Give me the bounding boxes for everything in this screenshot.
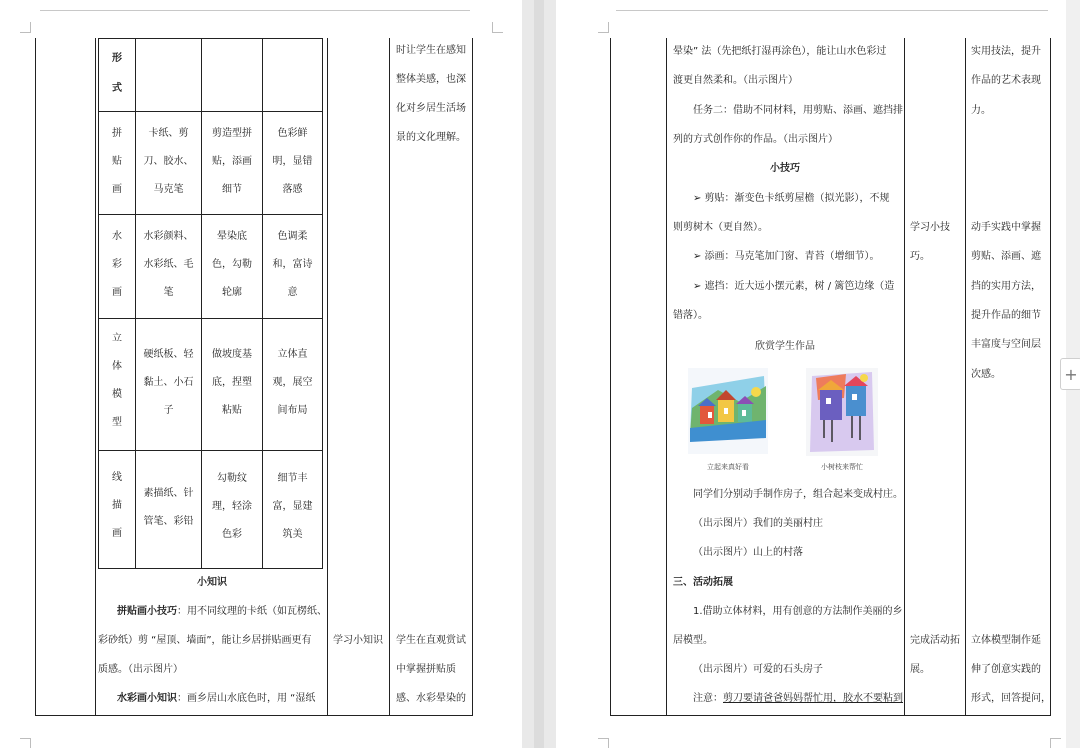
table-border [1050, 38, 1051, 715]
table-border [35, 715, 473, 716]
crop-mark [20, 22, 31, 33]
table-cell-method: 剪造型拼 贴，添画 细节 [212, 128, 252, 195]
body-text-line: （出示图片）我们的美丽村庄 [693, 518, 823, 529]
inner-table-border [98, 111, 323, 112]
table-cell-type: 线 描 画 [112, 472, 122, 539]
body-text-line: 居模型。 [673, 635, 713, 646]
goal-text-line: 力。 [971, 105, 991, 116]
table-border [389, 38, 390, 715]
header-rule [40, 10, 470, 11]
body-text-line: 列的方式创作你的作品。（出示图片） [673, 134, 838, 145]
goal-text-line: 整体美感，也深 [396, 74, 466, 85]
body-text-line [693, 684, 903, 713]
inner-table-border [98, 38, 323, 39]
section-heading: 小知识 [197, 577, 227, 588]
goal-text-line: 实用技法，提升 [971, 46, 1041, 57]
gallery-heading: 欣赏学生作品 [755, 341, 815, 352]
table-border [472, 38, 473, 715]
table-cell-effect: 色彩鲜 明，显错 落感 [272, 128, 313, 195]
table-border [327, 38, 328, 715]
student-artwork-picture [806, 368, 878, 456]
goal-text-line: 次感。 [971, 369, 1001, 380]
goal-text-line: 时让学生在感知 [396, 45, 466, 56]
note-text: 剪刀要请爸爸妈妈帮忙用，胶水不要粘到 [723, 693, 903, 704]
artwork-caption: 小树枝来帮忙 [821, 463, 863, 471]
table-cell-method: 勾勒纹 理，轻涂 色彩 [212, 473, 252, 540]
table-cell-type: 水 彩 画 [112, 231, 122, 298]
body-text-line: 则剪树木（更自然）。 [673, 222, 768, 233]
table-border [95, 38, 96, 715]
goal-text-line: 提升作品的细节 [971, 310, 1041, 321]
body-text-line: 彩砂纸）剪 “屋顶、墙面”，能让乡居拼贴画更有 [98, 635, 312, 646]
goal-text-line: 挡的实用方法， [971, 281, 1041, 292]
table-cell-type: 立 体 模 型 [112, 333, 122, 428]
tip-label: 拼贴画小技巧 [117, 606, 177, 617]
table-cell-type: 拼 贴 画 [112, 128, 122, 195]
bullet-line: ➢ 添画：马克笔加门窗、青苔（增细节）。 [693, 251, 880, 262]
crop-mark [598, 22, 609, 33]
student-artwork-picture [688, 368, 768, 454]
body-text-line [117, 597, 327, 626]
tip-label: 水彩画小知识 [117, 693, 177, 704]
goal-text-line: 学生在直观赏试 [396, 635, 466, 646]
artwork-caption: 立起来真好看 [707, 463, 749, 471]
page-gutter [522, 0, 556, 748]
table-cell-materials: 卡纸、剪 刀、胶水、 马克笔 [143, 128, 194, 195]
inner-table-border [98, 214, 323, 215]
activity-label: 学习小技 [910, 222, 950, 233]
body-text-line: 晕染” 法（先把纸打湿再涂色），能让山水色彩过 [673, 46, 887, 57]
plus-icon: + [1064, 364, 1078, 384]
expand-panel-button[interactable] [1060, 358, 1080, 390]
body-text-line: （出示图片）可爱的石头房子 [693, 664, 823, 675]
inner-table-border [322, 38, 323, 569]
crop-mark [1050, 738, 1061, 748]
crop-mark [598, 738, 609, 748]
header-rule [616, 10, 1048, 11]
goal-text-line: 动手实践中掌握 [971, 222, 1041, 233]
goal-text-line: 化对乡居生活场 [396, 103, 466, 114]
goal-text-line: 形式，回答提问， [971, 693, 1051, 704]
table-border [666, 38, 667, 715]
body-text-line: 同学们分别动手制作房子，组合起来变成村庄。 [693, 489, 903, 500]
goal-text-line: 中掌握拼贴质 [396, 664, 456, 675]
activity-label: 展。 [910, 664, 930, 675]
body-text-line: 错落）。 [673, 310, 708, 321]
body-text-line: 1.借助立体材料，用有创意的方法制作美丽的乡 [693, 606, 903, 617]
goal-text-line: 丰富度与空间层 [971, 339, 1041, 350]
table-border [965, 38, 966, 715]
table-cell-effect: 细节丰 富，显建 筑美 [272, 473, 313, 540]
section-heading: 三、活动拓展 [673, 577, 733, 588]
activity-label: 完成活动拓 [910, 635, 960, 646]
bullet-line: ➢ 剪贴：渐变色卡纸剪屋檐（拟光影），不规 [693, 193, 890, 204]
document-page-left [0, 0, 522, 748]
table-cell-effect: 色调柔 和，富诗 意 [272, 231, 313, 298]
goal-text-line: 剪贴、添画、遮 [971, 251, 1041, 262]
activity-label: 巧。 [910, 251, 930, 262]
table-cell-type: 形 式 [112, 53, 122, 94]
activity-label: 学习小知识 [333, 635, 383, 646]
table-cell-materials: 硬纸板、轻 黏土、小石 子 [143, 349, 194, 416]
body-text-line [117, 684, 315, 713]
table-cell-method: 晕染底 色，勾勒 轮廓 [212, 231, 252, 298]
table-border [904, 38, 905, 715]
goal-text-line: 伸了创意实践的 [971, 664, 1041, 675]
tip-text: ：画乡居山水底色时，用 “湿纸 [177, 693, 316, 704]
table-cell-materials: 素描纸、针 管笔、彩铅 [143, 488, 194, 527]
table-border [610, 38, 611, 715]
table-cell-materials: 水彩颜料、 水彩纸、毛 笔 [143, 231, 194, 298]
body-text-line: 任务二：借助不同材料，用剪贴、添画、遮挡排 [693, 105, 903, 116]
body-text-line: 渡更自然柔和。（出示图片） [673, 75, 798, 86]
goal-text-line: 感、水彩晕染的 [396, 693, 466, 704]
goal-text-line: 作品的艺术表现 [971, 75, 1041, 86]
document-page-right [556, 0, 1066, 748]
note-label: 注意： [693, 693, 723, 704]
tip-text: ：用不同纹理的卡纸（如瓦楞纸、 [177, 606, 327, 617]
table-cell-method: 做坡度基 底，捏塑 粘贴 [212, 349, 252, 416]
goal-text-line: 景的文化理解。 [396, 132, 466, 143]
inner-table-border [98, 318, 323, 319]
crop-mark [20, 738, 31, 748]
body-text-line: （出示图片）山上的村落 [693, 547, 803, 558]
goal-text-line: 立体模型制作延 [971, 635, 1041, 646]
table-border [35, 38, 36, 715]
table-cell-effect: 立体直 观，展空 间布局 [272, 349, 313, 416]
section-heading: 小技巧 [770, 163, 800, 174]
crop-mark [492, 22, 503, 33]
table-border [610, 715, 1051, 716]
body-text-line: 质感。（出示图片） [98, 664, 183, 675]
bullet-line: ➢ 遮挡：近大远小摆元素，树 / 篱笆边缘（造 [693, 281, 895, 292]
inner-table-border [98, 450, 323, 451]
